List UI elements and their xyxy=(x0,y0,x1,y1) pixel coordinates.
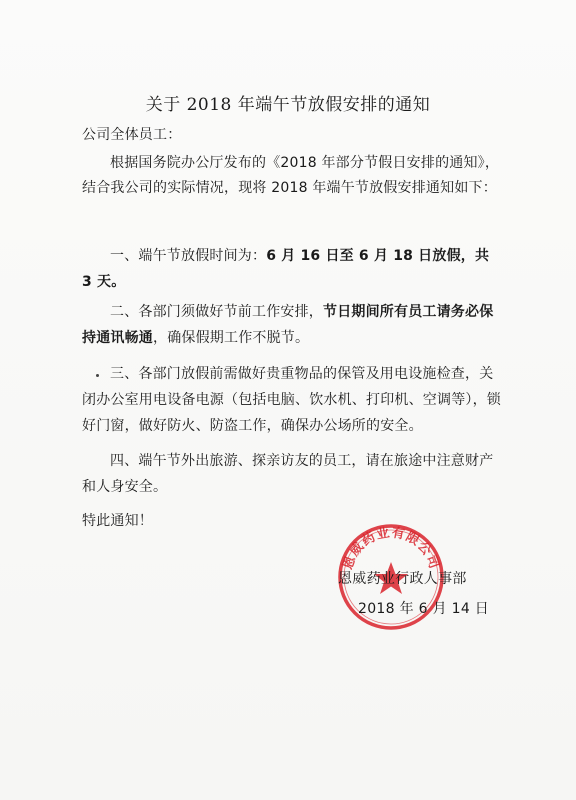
signature-date: 2018 年 6 月 14 日 xyxy=(358,601,490,617)
item-2-paragraph xyxy=(82,299,502,351)
signature-department: 恩威药业行政人事部 xyxy=(338,571,467,587)
notice-title: 关于 2018 年端午节放假安排的通知 xyxy=(145,95,431,115)
item-2-text: 二、各部门须做好节前工作安排， xyxy=(110,304,323,320)
seal-text: 恩威药业有限公司 xyxy=(340,525,442,572)
item-1-text: 一、端午节放假时间为： xyxy=(110,248,267,264)
intro-paragraph: 根据国务院办公厅发布的《2018 年部分节假日安排的通知》，结合我公司的实际情况，现将 2018 年端午节放假安排通知如下： xyxy=(82,155,500,196)
item-2-bold-text: 节日期间所有员工请务必保持通讯畅通 xyxy=(82,304,494,346)
item-2-suffix-text: ，确保假期工作不脱节。 xyxy=(153,330,310,346)
closing-text: 特此通知！ xyxy=(82,513,153,529)
item-1-bold-text: 6 月 16 日至 6 月 18 日放假，共 3 天。 xyxy=(82,248,490,290)
greeting: 公司全体员工： xyxy=(82,127,182,143)
item-4-paragraph: 四、端午节外出旅游、探亲访友的员工，请在旅途中注意财产和人身安全。 xyxy=(82,453,494,495)
item-3-paragraph: 三、各部门放假前需做好贵重物品的保管及用电设施检查，关闭办公室用电设备电源（包括电脑、饮水机、打印机、空调等），锁好门窗，做好防火、防盗工作，确保办公场所的安全。 xyxy=(82,366,501,434)
item-1-paragraph xyxy=(82,243,502,295)
